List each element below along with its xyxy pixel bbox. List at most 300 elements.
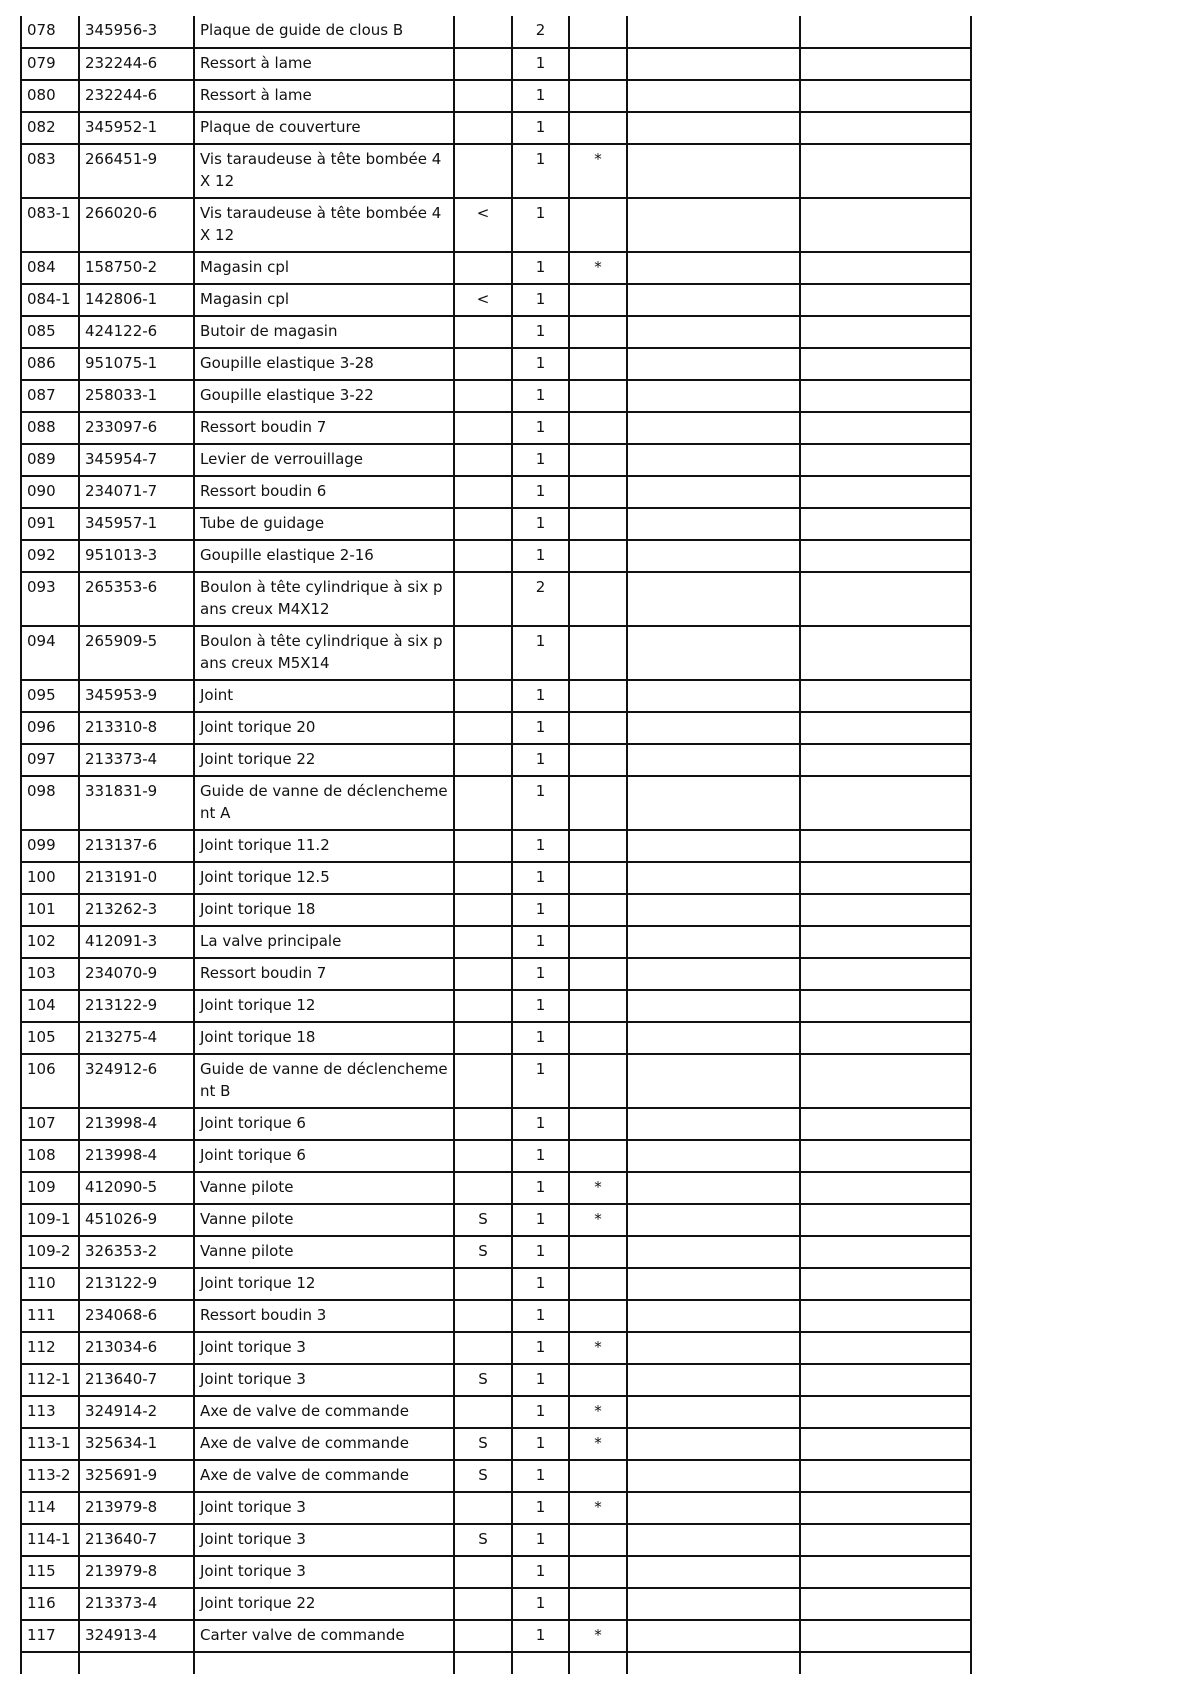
description-cell: Joint bbox=[194, 680, 454, 712]
mark-cell bbox=[569, 712, 627, 744]
quantity-cell: 1 bbox=[512, 508, 569, 540]
mark-cell: * bbox=[569, 1172, 627, 1204]
item-number-cell: 104 bbox=[21, 990, 79, 1022]
empty-cell bbox=[627, 1620, 800, 1652]
mark-cell bbox=[569, 1588, 627, 1620]
quantity-cell: 1 bbox=[512, 348, 569, 380]
empty-cell bbox=[800, 540, 971, 572]
table-row bbox=[21, 348, 971, 380]
empty-cell bbox=[627, 1300, 800, 1332]
empty-cell bbox=[627, 144, 800, 198]
description-cell: Joint torique 3 bbox=[194, 1364, 454, 1396]
mark-cell bbox=[569, 16, 627, 48]
part-number-cell: 234068-6 bbox=[79, 1300, 194, 1332]
note-cell bbox=[454, 508, 512, 540]
part-number-cell: 158750-2 bbox=[79, 252, 194, 284]
quantity-cell: 1 bbox=[512, 1620, 569, 1652]
empty-cell bbox=[800, 1556, 971, 1588]
mark-cell: * bbox=[569, 1396, 627, 1428]
table-row bbox=[21, 80, 971, 112]
item-number-cell: 116 bbox=[21, 1588, 79, 1620]
quantity-cell: 1 bbox=[512, 412, 569, 444]
empty-cell bbox=[800, 572, 971, 626]
part-number-cell: 213373-4 bbox=[79, 744, 194, 776]
table-row bbox=[21, 144, 971, 198]
description-cell: Joint torique 3 bbox=[194, 1556, 454, 1588]
mark-cell: * bbox=[569, 252, 627, 284]
table-row bbox=[21, 1428, 971, 1460]
note-cell: < bbox=[454, 284, 512, 316]
empty-cell bbox=[627, 508, 800, 540]
item-number-cell: 112-1 bbox=[21, 1364, 79, 1396]
empty-cell bbox=[800, 284, 971, 316]
mark-cell bbox=[569, 1460, 627, 1492]
quantity-cell: 1 bbox=[512, 1236, 569, 1268]
part-number-cell: 451026-9 bbox=[79, 1204, 194, 1236]
description-cell: Joint torique 22 bbox=[194, 1588, 454, 1620]
empty-cell bbox=[627, 1492, 800, 1524]
mark-cell bbox=[569, 112, 627, 144]
table-row bbox=[21, 1460, 971, 1492]
empty-cell bbox=[800, 1492, 971, 1524]
table-row bbox=[21, 862, 971, 894]
part-number-cell: 265909-5 bbox=[79, 626, 194, 680]
part-number-cell: 213998-4 bbox=[79, 1140, 194, 1172]
quantity-cell: 1 bbox=[512, 1460, 569, 1492]
description-cell: Ressort boudin 7 bbox=[194, 412, 454, 444]
table-row bbox=[21, 316, 971, 348]
empty-cell bbox=[627, 712, 800, 744]
empty-cell bbox=[627, 958, 800, 990]
quantity-cell: 1 bbox=[512, 744, 569, 776]
parts-table bbox=[20, 16, 972, 1674]
item-number-cell: 105 bbox=[21, 1022, 79, 1054]
quantity-cell: 1 bbox=[512, 252, 569, 284]
empty-cell bbox=[800, 316, 971, 348]
empty-cell bbox=[800, 80, 971, 112]
quantity-cell: 1 bbox=[512, 958, 569, 990]
part-number-cell: 213122-9 bbox=[79, 990, 194, 1022]
empty-cell bbox=[800, 1460, 971, 1492]
table-row bbox=[21, 540, 971, 572]
empty-cell bbox=[79, 1652, 194, 1674]
table-row bbox=[21, 198, 971, 252]
empty-cell bbox=[800, 508, 971, 540]
item-number-cell: 114-1 bbox=[21, 1524, 79, 1556]
empty-cell bbox=[800, 744, 971, 776]
quantity-cell: 1 bbox=[512, 1108, 569, 1140]
table-row bbox=[21, 444, 971, 476]
quantity-cell: 1 bbox=[512, 380, 569, 412]
table-row bbox=[21, 894, 971, 926]
item-number-cell: 089 bbox=[21, 444, 79, 476]
quantity-cell: 1 bbox=[512, 1428, 569, 1460]
item-number-cell: 082 bbox=[21, 112, 79, 144]
note-cell bbox=[454, 1140, 512, 1172]
mark-cell bbox=[569, 444, 627, 476]
quantity-cell: 1 bbox=[512, 540, 569, 572]
quantity-cell: 1 bbox=[512, 112, 569, 144]
item-number-cell: 085 bbox=[21, 316, 79, 348]
description-cell: Butoir de magasin bbox=[194, 316, 454, 348]
description-cell: Joint torique 3 bbox=[194, 1332, 454, 1364]
table-row bbox=[21, 744, 971, 776]
empty-cell bbox=[627, 316, 800, 348]
table-row bbox=[21, 1556, 971, 1588]
description-cell: Goupille elastique 2-16 bbox=[194, 540, 454, 572]
description-cell: Magasin cpl bbox=[194, 252, 454, 284]
mark-cell bbox=[569, 198, 627, 252]
quantity-cell: 1 bbox=[512, 1588, 569, 1620]
table-row bbox=[21, 1588, 971, 1620]
empty-cell bbox=[21, 1652, 79, 1674]
empty-cell bbox=[800, 1332, 971, 1364]
table-row bbox=[21, 1364, 971, 1396]
item-number-cell: 093 bbox=[21, 572, 79, 626]
note-cell: S bbox=[454, 1364, 512, 1396]
mark-cell bbox=[569, 348, 627, 380]
mark-cell bbox=[569, 1300, 627, 1332]
note-cell bbox=[454, 1332, 512, 1364]
empty-cell bbox=[627, 1364, 800, 1396]
description-cell: La valve principale bbox=[194, 926, 454, 958]
part-number-cell: 325634-1 bbox=[79, 1428, 194, 1460]
quantity-cell: 1 bbox=[512, 990, 569, 1022]
description-cell: Joint torique 3 bbox=[194, 1492, 454, 1524]
part-number-cell: 213191-0 bbox=[79, 862, 194, 894]
empty-cell bbox=[800, 1236, 971, 1268]
mark-cell bbox=[569, 1556, 627, 1588]
note-cell bbox=[454, 1172, 512, 1204]
note-cell bbox=[454, 1022, 512, 1054]
part-number-cell: 213262-3 bbox=[79, 894, 194, 926]
quantity-cell: 1 bbox=[512, 830, 569, 862]
description-cell: Joint torique 6 bbox=[194, 1108, 454, 1140]
note-cell bbox=[454, 16, 512, 48]
empty-cell bbox=[800, 1588, 971, 1620]
empty-cell bbox=[800, 112, 971, 144]
mark-cell bbox=[569, 1022, 627, 1054]
table-row bbox=[21, 776, 971, 830]
note-cell bbox=[454, 776, 512, 830]
item-number-cell: 117 bbox=[21, 1620, 79, 1652]
description-cell: Ressort à lame bbox=[194, 80, 454, 112]
table-row bbox=[21, 112, 971, 144]
mark-cell bbox=[569, 1268, 627, 1300]
part-number-cell: 324912-6 bbox=[79, 1054, 194, 1108]
empty-cell bbox=[627, 572, 800, 626]
quantity-cell: 1 bbox=[512, 444, 569, 476]
item-number-cell: 088 bbox=[21, 412, 79, 444]
empty-cell bbox=[800, 712, 971, 744]
empty-cell bbox=[800, 380, 971, 412]
part-number-cell: 213979-8 bbox=[79, 1556, 194, 1588]
empty-cell bbox=[627, 1588, 800, 1620]
empty-cell bbox=[800, 1172, 971, 1204]
description-cell: Vanne pilote bbox=[194, 1236, 454, 1268]
mark-cell bbox=[569, 776, 627, 830]
part-number-cell: 213373-4 bbox=[79, 1588, 194, 1620]
note-cell bbox=[454, 1556, 512, 1588]
quantity-cell: 1 bbox=[512, 48, 569, 80]
empty-cell bbox=[627, 380, 800, 412]
note-cell bbox=[454, 1300, 512, 1332]
description-cell: Joint torique 20 bbox=[194, 712, 454, 744]
description-cell: Joint torique 12 bbox=[194, 990, 454, 1022]
empty-cell bbox=[627, 1556, 800, 1588]
description-cell: Guide de vanne de déclenchement B bbox=[194, 1054, 454, 1108]
note-cell: S bbox=[454, 1460, 512, 1492]
item-number-cell: 106 bbox=[21, 1054, 79, 1108]
part-number-cell: 324913-4 bbox=[79, 1620, 194, 1652]
table-row bbox=[21, 1140, 971, 1172]
quantity-cell: 1 bbox=[512, 284, 569, 316]
item-number-cell: 110 bbox=[21, 1268, 79, 1300]
empty-cell bbox=[800, 958, 971, 990]
empty-cell bbox=[800, 830, 971, 862]
empty-cell bbox=[800, 926, 971, 958]
part-number-cell: 412090-5 bbox=[79, 1172, 194, 1204]
note-cell bbox=[454, 926, 512, 958]
empty-cell bbox=[627, 1460, 800, 1492]
empty-cell bbox=[627, 476, 800, 508]
note-cell: < bbox=[454, 198, 512, 252]
item-number-cell: 079 bbox=[21, 48, 79, 80]
quantity-cell: 1 bbox=[512, 1204, 569, 1236]
quantity-cell: 1 bbox=[512, 1268, 569, 1300]
note-cell bbox=[454, 1588, 512, 1620]
item-number-cell: 113-1 bbox=[21, 1428, 79, 1460]
mark-cell bbox=[569, 830, 627, 862]
part-number-cell: 234070-9 bbox=[79, 958, 194, 990]
empty-cell bbox=[800, 1022, 971, 1054]
description-cell: Tube de guidage bbox=[194, 508, 454, 540]
description-cell: Carter valve de commande bbox=[194, 1620, 454, 1652]
note-cell bbox=[454, 1396, 512, 1428]
description-cell: Magasin cpl bbox=[194, 284, 454, 316]
part-number-cell: 234071-7 bbox=[79, 476, 194, 508]
mark-cell bbox=[569, 1236, 627, 1268]
note-cell bbox=[454, 1620, 512, 1652]
note-cell bbox=[454, 144, 512, 198]
empty-cell bbox=[627, 862, 800, 894]
empty-cell bbox=[627, 540, 800, 572]
item-number-cell: 115 bbox=[21, 1556, 79, 1588]
empty-cell bbox=[627, 1396, 800, 1428]
quantity-cell: 1 bbox=[512, 1364, 569, 1396]
mark-cell: * bbox=[569, 1428, 627, 1460]
empty-cell bbox=[800, 680, 971, 712]
empty-cell bbox=[800, 776, 971, 830]
part-number-cell: 265353-6 bbox=[79, 572, 194, 626]
note-cell: S bbox=[454, 1524, 512, 1556]
mark-cell bbox=[569, 1524, 627, 1556]
note-cell bbox=[454, 626, 512, 680]
description-cell: Goupille elastique 3-22 bbox=[194, 380, 454, 412]
empty-cell bbox=[800, 348, 971, 380]
note-cell bbox=[454, 348, 512, 380]
part-number-cell: 213122-9 bbox=[79, 1268, 194, 1300]
quantity-cell: 1 bbox=[512, 476, 569, 508]
empty-cell bbox=[800, 1140, 971, 1172]
mark-cell bbox=[569, 284, 627, 316]
part-number-cell: 345957-1 bbox=[79, 508, 194, 540]
note-cell: S bbox=[454, 1204, 512, 1236]
parts-table-body bbox=[21, 16, 971, 1674]
empty-cell bbox=[800, 1428, 971, 1460]
table-row bbox=[21, 252, 971, 284]
empty-cell bbox=[627, 1332, 800, 1364]
note-cell bbox=[454, 680, 512, 712]
table-row bbox=[21, 1236, 971, 1268]
description-cell: Joint torique 22 bbox=[194, 744, 454, 776]
part-number-cell: 266451-9 bbox=[79, 144, 194, 198]
mark-cell bbox=[569, 48, 627, 80]
empty-cell bbox=[627, 1108, 800, 1140]
empty-cell bbox=[627, 1524, 800, 1556]
quantity-cell: 1 bbox=[512, 1332, 569, 1364]
item-number-cell: 098 bbox=[21, 776, 79, 830]
part-number-cell: 213979-8 bbox=[79, 1492, 194, 1524]
empty-cell bbox=[627, 776, 800, 830]
table-row bbox=[21, 1620, 971, 1652]
part-number-cell: 345954-7 bbox=[79, 444, 194, 476]
item-number-cell: 113 bbox=[21, 1396, 79, 1428]
quantity-cell: 1 bbox=[512, 1556, 569, 1588]
table-row bbox=[21, 1172, 971, 1204]
item-number-cell: 109 bbox=[21, 1172, 79, 1204]
mark-cell bbox=[569, 316, 627, 348]
quantity-cell: 1 bbox=[512, 1492, 569, 1524]
note-cell bbox=[454, 1268, 512, 1300]
empty-cell bbox=[800, 1054, 971, 1108]
note-cell bbox=[454, 712, 512, 744]
table-row bbox=[21, 48, 971, 80]
note-cell bbox=[454, 990, 512, 1022]
item-number-cell: 084-1 bbox=[21, 284, 79, 316]
note-cell bbox=[454, 112, 512, 144]
table-row bbox=[21, 712, 971, 744]
table-row-continuation bbox=[21, 1652, 971, 1674]
quantity-cell: 1 bbox=[512, 894, 569, 926]
empty-cell bbox=[627, 1140, 800, 1172]
empty-cell bbox=[627, 412, 800, 444]
note-cell bbox=[454, 316, 512, 348]
part-number-cell: 213998-4 bbox=[79, 1108, 194, 1140]
empty-cell bbox=[627, 1022, 800, 1054]
table-row bbox=[21, 1300, 971, 1332]
note-cell bbox=[454, 444, 512, 476]
empty-cell bbox=[800, 990, 971, 1022]
quantity-cell: 2 bbox=[512, 572, 569, 626]
description-cell: Axe de valve de commande bbox=[194, 1396, 454, 1428]
description-cell: Joint torique 12 bbox=[194, 1268, 454, 1300]
item-number-cell: 086 bbox=[21, 348, 79, 380]
description-cell: Vis taraudeuse à tête bombée 4X 12 bbox=[194, 144, 454, 198]
quantity-cell: 1 bbox=[512, 144, 569, 198]
mark-cell: * bbox=[569, 1620, 627, 1652]
item-number-cell: 094 bbox=[21, 626, 79, 680]
table-row bbox=[21, 572, 971, 626]
item-number-cell: 099 bbox=[21, 830, 79, 862]
empty-cell bbox=[800, 1268, 971, 1300]
note-cell bbox=[454, 894, 512, 926]
part-number-cell: 325691-9 bbox=[79, 1460, 194, 1492]
empty-cell bbox=[800, 1396, 971, 1428]
table-row bbox=[21, 16, 971, 48]
note-cell bbox=[454, 1054, 512, 1108]
table-row bbox=[21, 1204, 971, 1236]
empty-cell bbox=[800, 1652, 971, 1674]
mark-cell: * bbox=[569, 1204, 627, 1236]
quantity-cell: 1 bbox=[512, 1022, 569, 1054]
empty-cell bbox=[627, 744, 800, 776]
item-number-cell: 084 bbox=[21, 252, 79, 284]
empty-cell bbox=[800, 198, 971, 252]
table-row bbox=[21, 1524, 971, 1556]
mark-cell bbox=[569, 958, 627, 990]
empty-cell bbox=[800, 1204, 971, 1236]
empty-cell bbox=[800, 412, 971, 444]
empty-cell bbox=[627, 444, 800, 476]
mark-cell bbox=[569, 80, 627, 112]
table-row bbox=[21, 626, 971, 680]
empty-cell bbox=[627, 1054, 800, 1108]
description-cell: Vanne pilote bbox=[194, 1204, 454, 1236]
description-cell: Levier de verrouillage bbox=[194, 444, 454, 476]
empty-cell bbox=[627, 1204, 800, 1236]
table-row bbox=[21, 1022, 971, 1054]
description-cell: Ressort boudin 7 bbox=[194, 958, 454, 990]
table-row bbox=[21, 380, 971, 412]
quantity-cell: 1 bbox=[512, 776, 569, 830]
empty-cell bbox=[627, 680, 800, 712]
note-cell bbox=[454, 252, 512, 284]
description-cell: Joint torique 6 bbox=[194, 1140, 454, 1172]
empty-cell bbox=[627, 894, 800, 926]
item-number-cell: 100 bbox=[21, 862, 79, 894]
note-cell bbox=[454, 830, 512, 862]
quantity-cell: 1 bbox=[512, 926, 569, 958]
part-number-cell: 266020-6 bbox=[79, 198, 194, 252]
description-cell: Ressort à lame bbox=[194, 48, 454, 80]
item-number-cell: 109-1 bbox=[21, 1204, 79, 1236]
item-number-cell: 114 bbox=[21, 1492, 79, 1524]
empty-cell bbox=[627, 252, 800, 284]
description-cell: Plaque de guide de clous B bbox=[194, 16, 454, 48]
item-number-cell: 113-2 bbox=[21, 1460, 79, 1492]
empty-cell bbox=[800, 626, 971, 680]
item-number-cell: 080 bbox=[21, 80, 79, 112]
empty-cell bbox=[800, 894, 971, 926]
mark-cell bbox=[569, 380, 627, 412]
note-cell bbox=[454, 1108, 512, 1140]
description-cell: Joint torique 18 bbox=[194, 894, 454, 926]
item-number-cell: 078 bbox=[21, 16, 79, 48]
description-cell: Ressort boudin 3 bbox=[194, 1300, 454, 1332]
empty-cell bbox=[454, 1652, 512, 1674]
item-number-cell: 103 bbox=[21, 958, 79, 990]
empty-cell bbox=[627, 1428, 800, 1460]
part-number-cell: 324914-2 bbox=[79, 1396, 194, 1428]
item-number-cell: 095 bbox=[21, 680, 79, 712]
item-number-cell: 083 bbox=[21, 144, 79, 198]
quantity-cell: 1 bbox=[512, 1140, 569, 1172]
quantity-cell: 1 bbox=[512, 1524, 569, 1556]
mark-cell bbox=[569, 572, 627, 626]
empty-cell bbox=[800, 252, 971, 284]
table-row bbox=[21, 1108, 971, 1140]
